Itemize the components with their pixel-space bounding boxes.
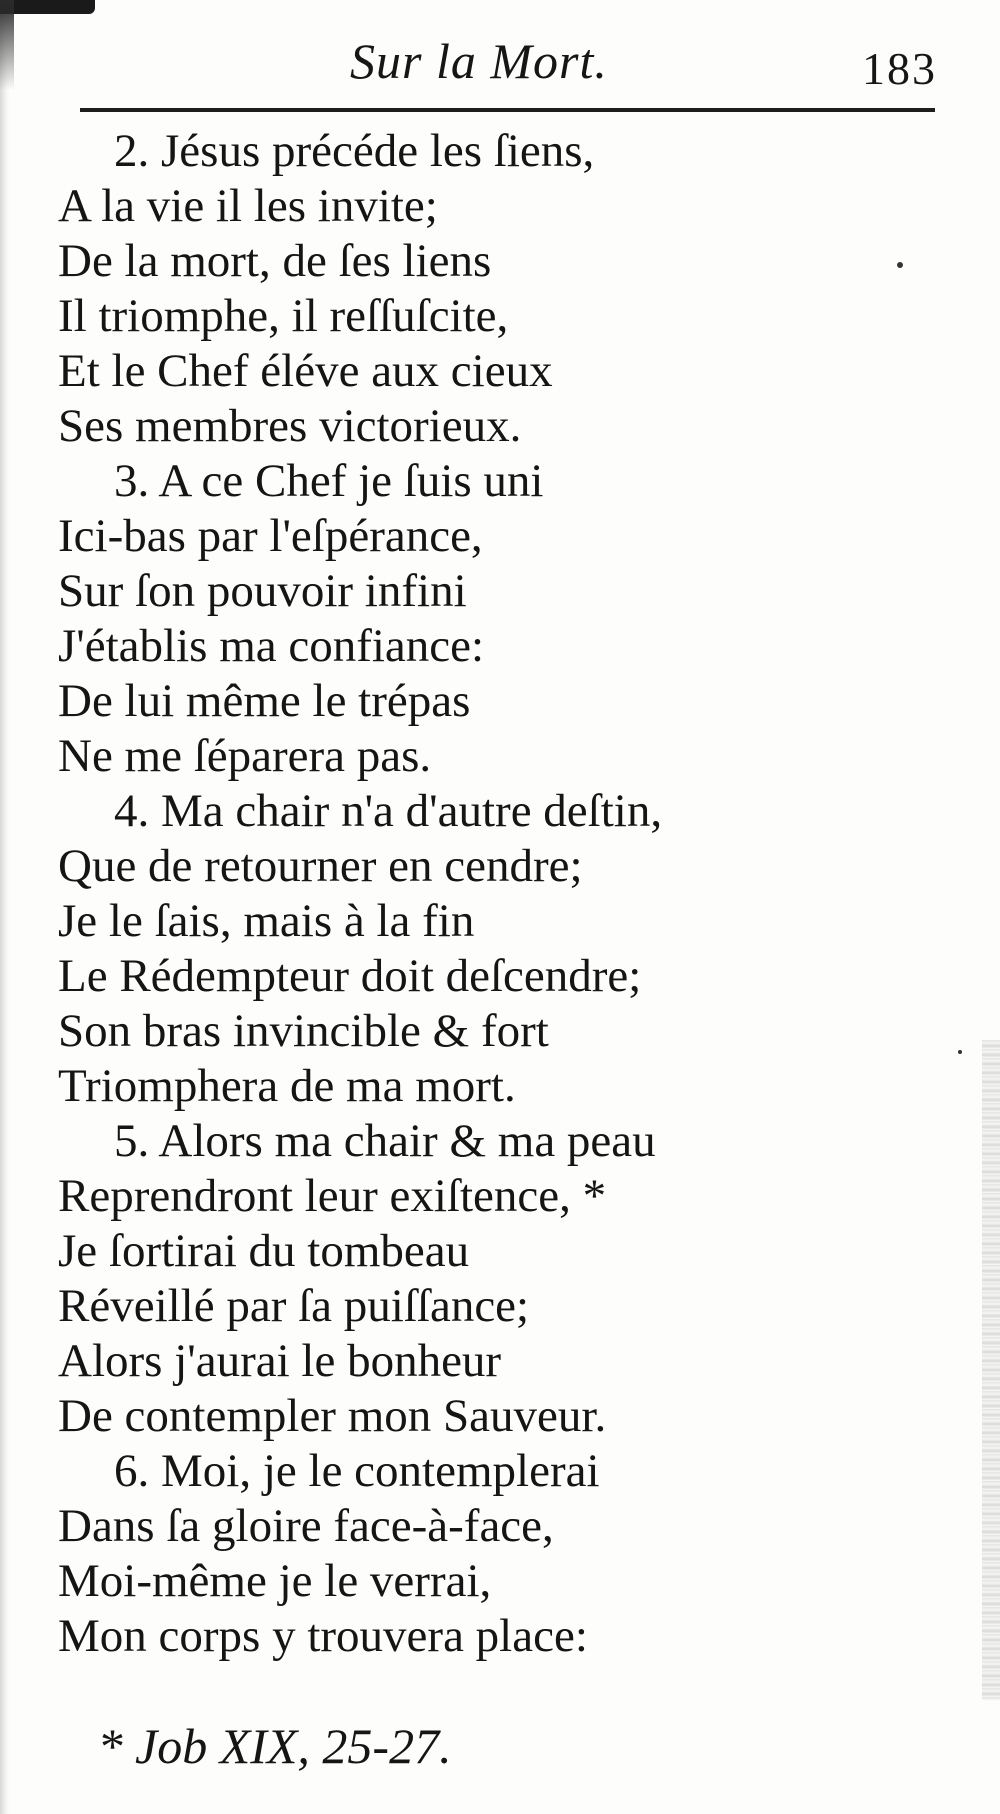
verse-line: Que de retourner en cendre; xyxy=(58,840,583,892)
verse-line: Moi-même je le verrai, xyxy=(58,1555,492,1607)
verse-line: De lui même le trépas xyxy=(58,675,471,727)
verse-line: Et le Chef éléve aux cieux xyxy=(58,345,553,397)
footnote-marker: * xyxy=(100,1718,125,1774)
running-title: Sur la Mort. xyxy=(350,33,608,89)
page-header xyxy=(80,20,940,110)
scan-corner-shadow xyxy=(0,0,14,90)
hymn-verses xyxy=(58,124,938,1664)
stanza-first-line: 6. Moi, je le contemplerai xyxy=(114,1445,600,1497)
verse-line: De la mort, de ſes liens xyxy=(58,235,492,287)
ink-speck xyxy=(958,1050,962,1054)
verse-line: Triomphera de ma mort. xyxy=(58,1060,516,1112)
scan-corner-mark xyxy=(0,0,95,14)
verse-line: Son bras invincible & fort xyxy=(58,1005,549,1057)
footnote xyxy=(100,1717,452,1775)
verse-line: Mon corps y trouvera place: xyxy=(58,1610,588,1662)
page-number: 183 xyxy=(862,43,937,94)
verse-line: Il triomphe, il reſſuſcite, xyxy=(58,290,509,342)
scan-edge-right xyxy=(982,1040,1000,1700)
verse-line: De contempler mon Sauveur. xyxy=(58,1390,607,1442)
verse-line: Je ſortirai du tombeau xyxy=(58,1225,470,1277)
verse-line: Ne me ſéparera pas. xyxy=(58,730,432,782)
verse-line: Ses membres victorieux. xyxy=(58,400,522,452)
scan-edge-left xyxy=(0,0,10,1814)
verse-line: Dans ſa gloire face-à-face, xyxy=(58,1500,554,1552)
verse-line: Réveillé par ſa puiſſance; xyxy=(58,1280,530,1332)
stanza-first-line: 2. Jésus précéde les ſiens, xyxy=(114,125,595,177)
verse-line: J'établis ma confiance: xyxy=(58,620,485,672)
verse-line: Alors j'aurai le bonheur xyxy=(58,1335,502,1387)
ink-speck xyxy=(897,262,903,268)
verse-line: Sur ſon pouvoir infini xyxy=(58,565,467,617)
verse-line: Je le ſais, mais à la fin xyxy=(58,895,475,947)
verse-line: Ici-bas par l'eſpérance, xyxy=(58,510,483,562)
verse-line: Reprendront leur exiſtence, * xyxy=(58,1170,607,1222)
verse-line: Le Rédempteur doit deſcendre; xyxy=(58,950,642,1002)
stanza-first-line: 3. A ce Chef je ſuis uni xyxy=(114,455,544,507)
stanza-first-line: 5. Alors ma chair & ma peau xyxy=(114,1115,656,1167)
stanza-first-line: 4. Ma chair n'a d'autre deſtin, xyxy=(114,785,663,837)
header-rule xyxy=(80,108,935,112)
verse-line: A la vie il les invite; xyxy=(58,180,438,232)
footnote-reference: Job XIX, 25-27. xyxy=(135,1718,452,1774)
